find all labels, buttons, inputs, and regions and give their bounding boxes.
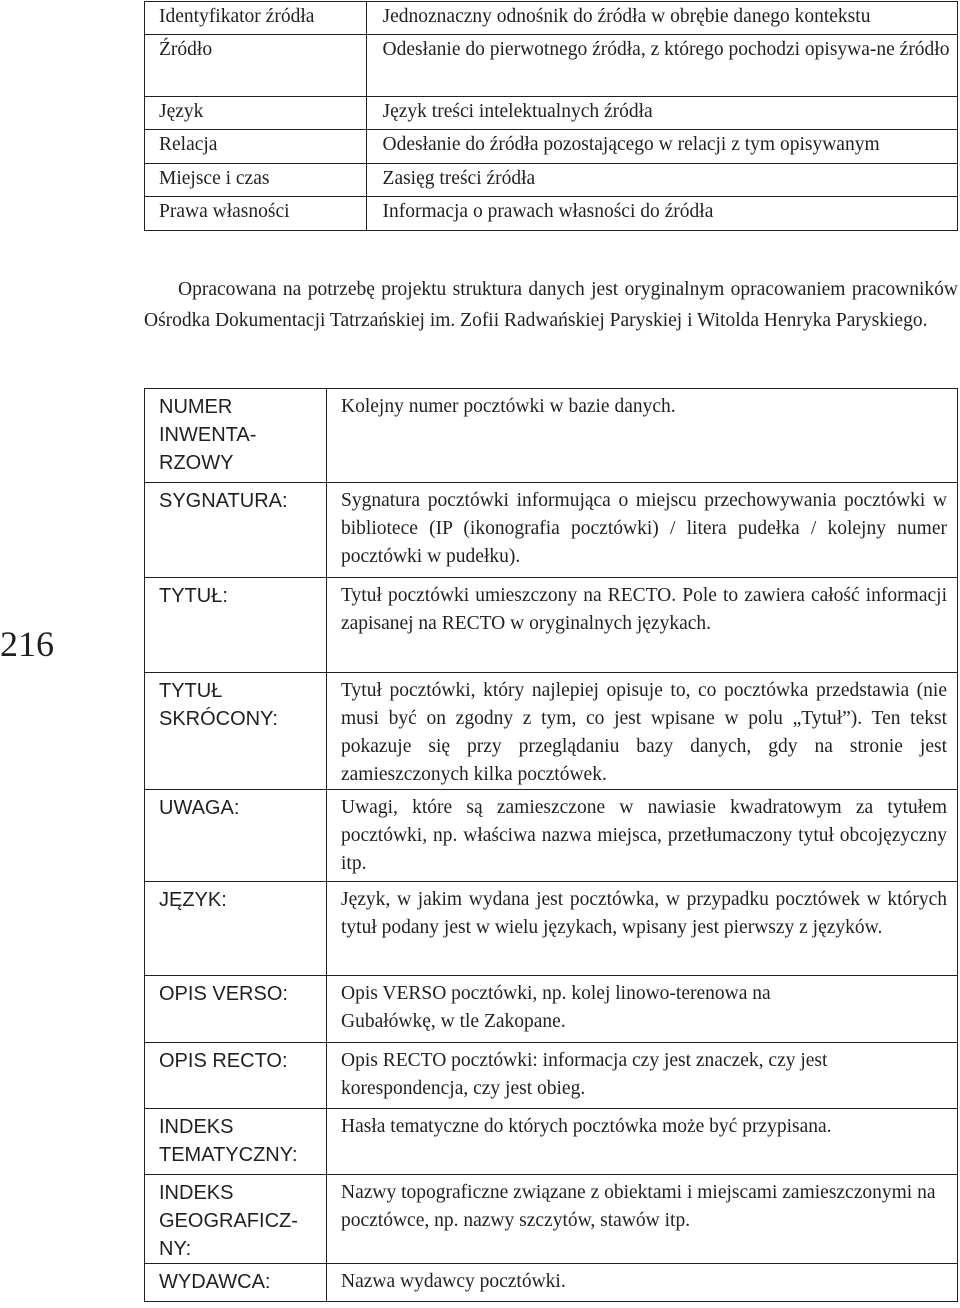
field-description-text: Nazwy topograficzne związane z obiektami i miejscami zamieszczonymi na pocztówce, np. nazwy szczytów, stawów itp. (341, 1182, 936, 1231)
field-description (327, 1175, 958, 1264)
table-row (145, 97, 958, 130)
field-name: UWAGA: (145, 790, 327, 882)
table-row (145, 197, 958, 231)
attribute-name: Język (145, 97, 367, 130)
field-name (145, 389, 327, 483)
table-row (145, 1175, 958, 1264)
intro-text: Opracowana na potrzebę projektu struktura danych jest oryginalnym opracowaniem pracowników Ośrodka Dokumentacji Tatrzańskiej im. Zofii Radwańskiej Paryskiej i Witolda Henryka Paryskiego. (144, 279, 958, 331)
field-description: Kolejny numer pocztówki w bazie danych. (327, 389, 958, 483)
attribute-description: Odesłanie do źródła pozostającego w relacji z tym opisywanym (366, 130, 957, 164)
table-row (145, 1264, 958, 1302)
field-name-text: NUMER INWENTA-RZOWY (159, 396, 257, 474)
attribute-description: Zasięg treści źródła (366, 164, 957, 197)
attribute-name: Źródło (145, 35, 367, 97)
table-row (145, 673, 958, 790)
table-row (145, 2, 958, 35)
table-row (145, 164, 958, 197)
field-name: OPIS VERSO: (145, 976, 327, 1043)
attribute-name: Prawa własności (145, 197, 367, 231)
field-name: OPIS RECTO: (145, 1043, 327, 1109)
field-name: INDEKS TEMATYCZNY: (145, 1109, 327, 1175)
attribute-name: Relacja (145, 130, 367, 164)
field-name-text: INDEKS GEOGRAFICZ-NY: (159, 1182, 298, 1260)
page-number: 216 (0, 624, 54, 664)
table-row (145, 35, 958, 97)
field-description: Nazwa wydawcy pocztówki. (327, 1264, 958, 1302)
table-row (145, 578, 958, 673)
table-row (145, 483, 958, 578)
field-description: Hasła tematyczne do których pocztówka może być przypisana. (327, 1109, 958, 1175)
table-row (145, 882, 958, 976)
field-description: Tytuł pocztówki umieszczony na RECTO. Pole to zawiera całość informacji zapisanej na RECTO w oryginalnych językach. (327, 578, 958, 673)
postcard-fields-table (144, 388, 958, 1302)
field-description: Język, w jakim wydana jest pocztówka, w przypadku pocztówek w których tytuł podany jest w wielu językach, wpisany jest pierwszy z języków. (327, 882, 958, 976)
field-name (145, 673, 327, 790)
field-name: TYTUŁ: (145, 578, 327, 673)
field-name-text: TYTUŁ SKRÓCONY: (159, 680, 278, 730)
attribute-description: Odesłanie do pierwotnego źródła, z którego pochodzi opisywa-ne źródło (366, 35, 957, 97)
field-name (145, 1175, 327, 1264)
attribute-description: Informacja o prawach własności do źródła (366, 197, 957, 231)
table-row (145, 976, 958, 1043)
intro-paragraph (144, 274, 958, 336)
attribute-name: Miejsce i czas (145, 164, 367, 197)
attribute-name: Identyfikator źródła (145, 2, 367, 35)
field-name: SYGNATURA: (145, 483, 327, 578)
attribute-description: Język treści intelektualnych źródła (366, 97, 957, 130)
field-description: Uwagi, które są zamieszczone w nawiasie kwadratowym za tytułem pocztówki, np. właściwa nazwa miejsca, przetłumaczony tytuł obcojęzyczny itp. (327, 790, 958, 882)
field-description (327, 1043, 958, 1109)
table-row (145, 1109, 958, 1175)
field-description-text: Opis RECTO pocztówki: informacja czy jest znaczek, czy jest korespondencja, czy jest obieg. (341, 1050, 828, 1099)
field-description: Sygnatura pocztówki informująca o miejscu przechowywania pocztówki w bibliotece (IP (ikonografia pocztówki) / litera pudełka / kolejny numer pocztówki w pudełku). (327, 483, 958, 578)
field-description (327, 976, 958, 1043)
field-name: JĘZYK: (145, 882, 327, 976)
field-description: Tytuł pocztówki, który najlepiej opisuje to, co pocztówka przedstawia (nie musi być on zgodny z tym, co jest wpisane w polu „Tytuł”). Ten tekst pokazuje się przy przeglądaniu bazy danych, gdy na stronie jest zamieszczonych kilka pocztówek. (327, 673, 958, 790)
table-row (145, 130, 958, 164)
attribute-description: Jednoznaczny odnośnik do źródła w obrębie danego kontekstu (366, 2, 957, 35)
table-row (145, 790, 958, 882)
source-attributes-table (144, 1, 958, 231)
field-description-text: Opis VERSO pocztówki, np. kolej linowo-terenowa na Gubałówkę, w tle Zakopane. (341, 983, 771, 1032)
field-name: WYDAWCA: (145, 1264, 327, 1302)
table-row (145, 389, 958, 483)
table-row (145, 1043, 958, 1109)
